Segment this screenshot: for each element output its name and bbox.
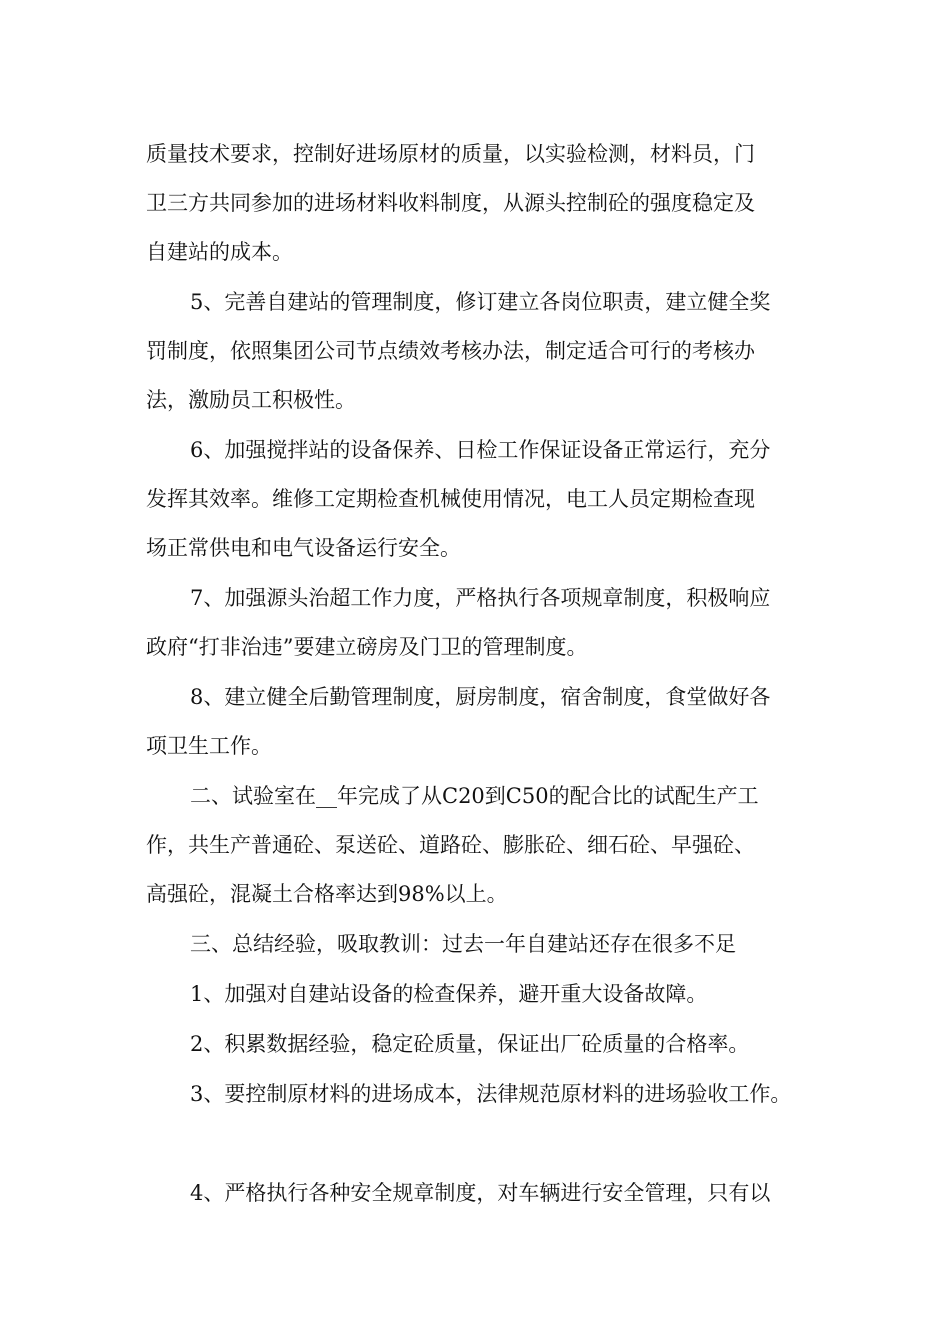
body-line: 8、建立健全后勤管理制度，厨房制度，宿舍制度，食堂做好各: [190, 685, 771, 709]
body-line: 法，激励员工积极性。: [146, 388, 356, 412]
body-line: 1、加强对自建站设备的检查保养，避开重大设备故障。: [190, 982, 708, 1006]
body-line: 5、完善自建站的管理制度，修订建立各岗位职责，建立健全奖: [190, 290, 771, 314]
body-line: 6、加强搅拌站的设备保养、日检工作保证设备正常运行，充分: [190, 438, 771, 462]
body-line: 项卫生工作。: [146, 734, 272, 758]
body-line: 罚制度，依照集团公司节点绩效考核办法，制定适合可行的考核办: [146, 339, 755, 363]
body-line: 3、要控制原材料的进场成本，法律规范原材料的进场验收工作。: [190, 1082, 792, 1106]
body-line: 三、总结经验，吸取教训：过去一年自建站还存在很多不足: [190, 932, 736, 956]
body-line: 自建站的成本。: [146, 240, 293, 264]
body-line: 卫三方共同参加的进场材料收料制度，从源头控制砼的强度稳定及: [146, 191, 755, 215]
body-line: 质量技术要求，控制好进场原材的质量，以实验检测，材料员，门: [146, 142, 755, 166]
body-line: 作，共生产普通砼、泵送砼、道路砼、膨胀砼、细石砼、早强砼、: [146, 833, 755, 857]
body-line: 高强砼，混凝土合格率达到98%以上。: [146, 882, 508, 906]
body-line: 2、积累数据经验，稳定砼质量，保证出厂砼质量的合格率。: [190, 1032, 750, 1056]
body-line: 发挥其效率。维修工定期检查机械使用情况，电工人员定期检查现: [146, 487, 755, 511]
body-line: 4、严格执行各种安全规章制度，对车辆进行安全管理，只有以: [190, 1181, 771, 1205]
body-line: 7、加强源头治超工作力度，严格执行各项规章制度，积极响应: [190, 586, 771, 610]
body-line: 政府“打非治违”要建立磅房及门卫的管理制度。: [146, 635, 588, 659]
body-line: 二、试验室在__年完成了从C20到C50的配合比的试配生产工: [190, 784, 759, 808]
body-line: 场正常供电和电气设备运行安全。: [146, 536, 461, 560]
